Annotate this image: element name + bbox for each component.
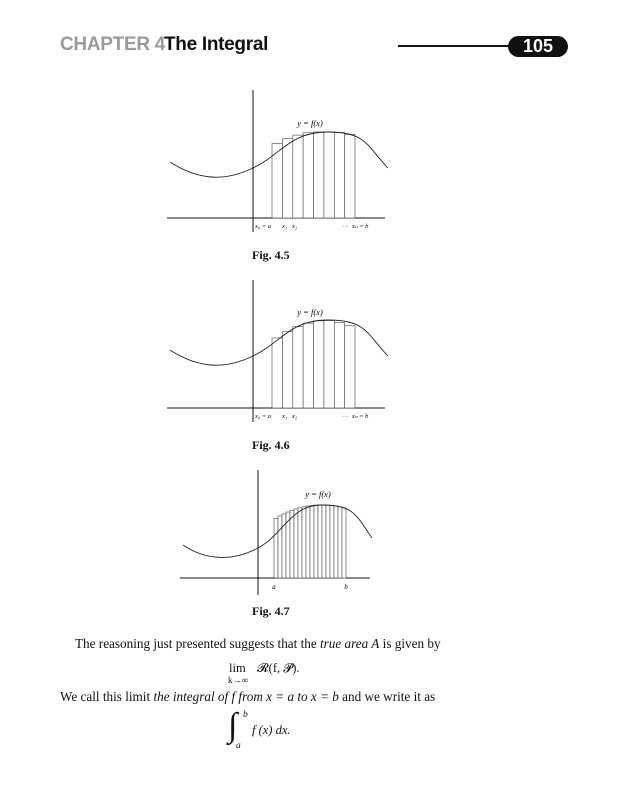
riemann-rectangle [303, 323, 313, 408]
integrand: f (x) dx. [252, 723, 291, 737]
integral-sign: ∫ [228, 707, 238, 744]
fig46-curve-label: y = f(x) [297, 307, 323, 317]
fig45-curve-label: y = f(x) [297, 118, 323, 128]
fig47-tick-a: a [272, 583, 276, 591]
page-number-badge: 105 [508, 36, 568, 57]
riemann-rectangle [290, 510, 294, 578]
fig47-curve-label: y = f(x) [305, 489, 331, 499]
fig46-rectangles [272, 321, 355, 409]
p1-end: is given by [379, 636, 441, 651]
fig47-caption: Fig. 4.7 [252, 604, 290, 618]
limit-word: lim [229, 661, 246, 675]
figure-4-6 [167, 280, 388, 422]
riemann-rectangle [272, 338, 282, 408]
integral-lower-limit: a [236, 741, 241, 751]
riemann-rectangle [294, 509, 298, 578]
chapter-title: The Integral [164, 34, 269, 55]
riemann-rectangle [314, 321, 324, 408]
fig47-tick-b: b [344, 583, 348, 591]
riemann-rectangle [298, 508, 302, 578]
fig47-rectangles [274, 505, 346, 578]
riemann-rectangle [322, 505, 326, 578]
chapter-label: CHAPTER 4 [60, 34, 165, 55]
riemann-rectangle [338, 507, 342, 578]
riemann-rectangle [278, 516, 282, 578]
fig46-tick-xn: xₙ = b [352, 413, 369, 420]
figure-4-5 [167, 90, 388, 232]
riemann-rectangle [274, 518, 278, 578]
paragraph-1 [75, 636, 441, 652]
riemann-rectangle [282, 332, 292, 408]
fig45-tick-x0: x₀ = a [255, 223, 272, 230]
riemann-rectangle [334, 133, 344, 219]
riemann-rectangle [282, 139, 292, 218]
riemann-rectangle [326, 505, 330, 578]
limit-subscript: k→∞ [228, 675, 248, 685]
riemann-rectangle [334, 323, 344, 409]
fig45-tick-xn: xₙ = b [352, 223, 369, 230]
fig46-tick-x0: x₀ = a [255, 413, 272, 420]
fig46-tick-dots: ··· [342, 413, 349, 420]
figure-4-7 [180, 470, 372, 595]
riemann-rectangle [345, 135, 355, 219]
p1-emphasis: true area A [320, 636, 380, 651]
paragraph-2 [60, 689, 435, 705]
riemann-rectangle [293, 135, 303, 218]
limit-expression: 𝓡(f, 𝓟). [257, 661, 300, 675]
riemann-rectangle [324, 321, 334, 409]
riemann-rectangle [293, 327, 303, 408]
p1-start: The reasoning just presented suggests that the [75, 636, 321, 651]
p2-emphasis: the integral of f from x = a to x = b [153, 689, 339, 704]
p2-start: We call this limit [60, 689, 154, 704]
riemann-rectangle [314, 505, 318, 578]
p2-end: and we write it as [338, 689, 436, 704]
riemann-rectangle [314, 132, 324, 218]
riemann-rectangle [342, 508, 346, 578]
riemann-rectangle [318, 505, 322, 578]
riemann-rectangle [334, 506, 338, 578]
fig45-tick-dots: ··· [342, 223, 349, 230]
fig45-caption: Fig. 4.5 [252, 248, 290, 262]
fig45-rectangles [272, 132, 355, 218]
riemann-rectangle [306, 506, 310, 578]
riemann-rectangle [324, 132, 334, 218]
riemann-rectangle [303, 133, 313, 218]
fig46-caption: Fig. 4.6 [252, 438, 290, 452]
fig45-tick-x2: x₂ [292, 223, 298, 230]
integral-upper-limit: b [243, 710, 248, 720]
riemann-rectangle [310, 505, 314, 578]
fig46-tick-x1: x₁ [282, 413, 288, 420]
riemann-rectangle [302, 507, 306, 578]
riemann-rectangle [345, 326, 355, 408]
riemann-rectangle [330, 505, 334, 578]
fig45-tick-x1: x₁ [282, 223, 288, 230]
fig46-tick-x2: x₂ [292, 413, 298, 420]
